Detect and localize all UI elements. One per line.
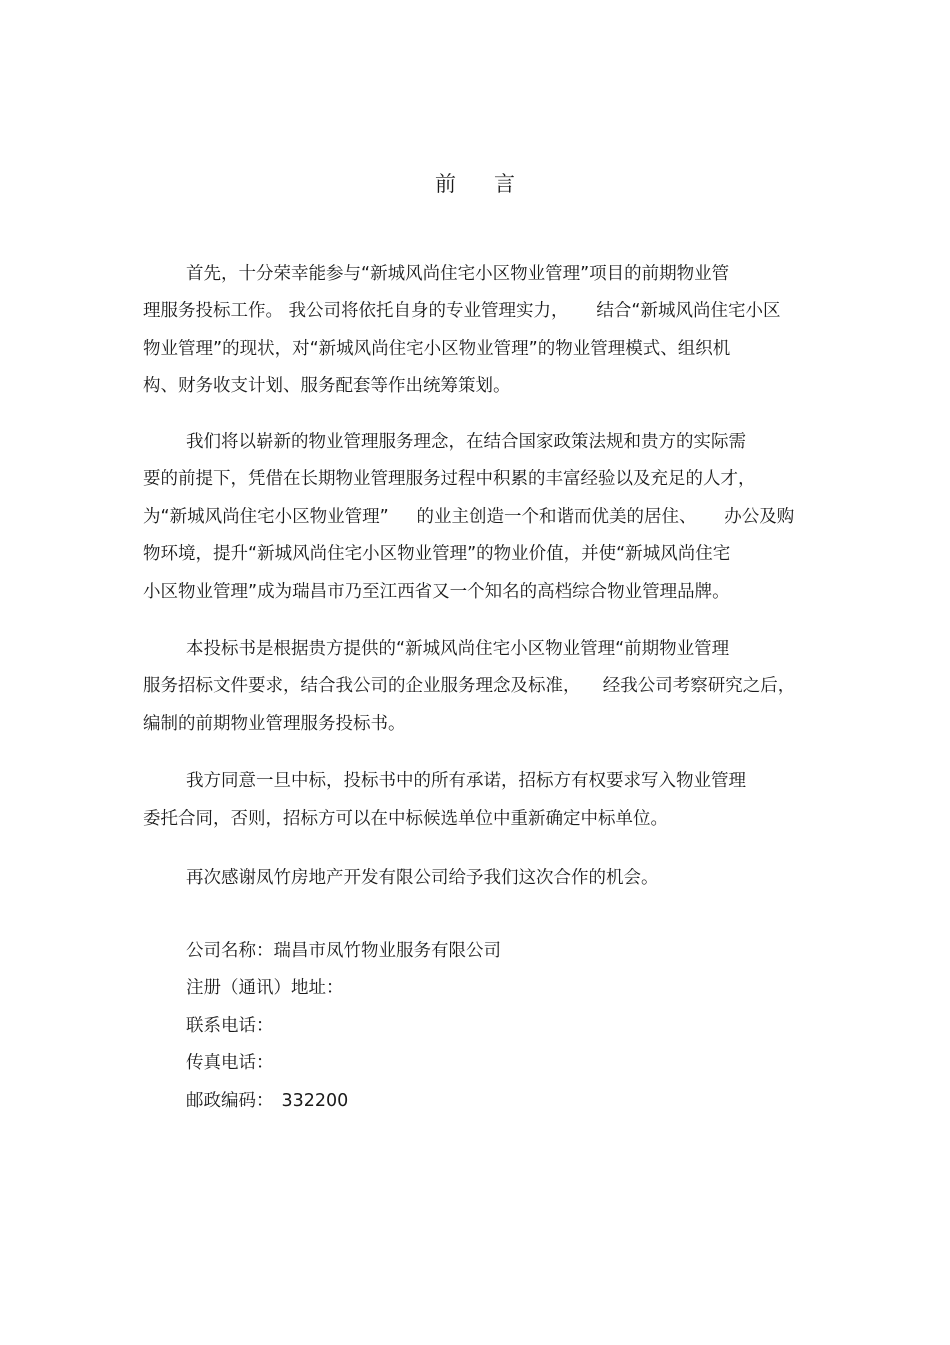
postcode-label: 邮政编码： — [186, 1091, 274, 1111]
paragraph-line: 委托合同，否则，招标方可以在中标候选单位中重新确定中标单位。 — [143, 809, 668, 829]
paragraph-line: 构、财务收支计划、服务配套等作出统筹策划。 — [143, 376, 511, 396]
paragraph-line: 物业管理”的现状，对“新城风尚住宅小区物业管理”的物业管理模式、组织机 — [143, 339, 731, 359]
company-name-label: 公司名称： — [186, 941, 274, 961]
postcode-row — [186, 1089, 348, 1113]
paragraph-line: 本投标书是根据贵方提供的“新城风尚住宅小区物业管理“前期物业管理 — [186, 639, 730, 659]
company-name-value: 瑞昌市凤竹物业服务有限公司 — [273, 941, 501, 961]
phone-label: 联系电话： — [186, 1016, 274, 1036]
paragraph-line: 我方同意一旦中标，投标书中的所有承诺，招标方有权要求写入物业管理 — [186, 771, 746, 791]
phone-row — [186, 1014, 274, 1038]
company-name-row — [186, 939, 501, 963]
title-char-1: 前 — [435, 172, 456, 196]
page-title — [0, 168, 950, 198]
paragraph-line: 再次感谢凤竹房地产开发有限公司给予我们这次合作的机会。 — [186, 868, 659, 888]
paragraph-line: 物环境，提升“新城风尚住宅小区物业管理”的物业价值，并使“新城风尚住宅 — [143, 544, 731, 564]
paragraph-line: 服务招标文件要求，结合我公司的企业服务理念及标准， 经我公司考察研究之后， — [143, 676, 796, 696]
paragraph-line: 为“新城风尚住宅小区物业管理” 的业主创造一个和谐而优美的居住、 办公及购 — [143, 507, 795, 527]
paragraph-line: 首先，十分荣幸能参与“新城风尚住宅小区物业管理”项目的前期物业管 — [186, 264, 730, 284]
paragraph-line: 要的前提下，凭借在长期物业管理服务过程中积累的丰富经验以及充足的人才， — [143, 469, 756, 489]
paragraph-line: 我们将以崭新的物业管理服务理念，在结合国家政策法规和贵方的实际需 — [186, 432, 746, 452]
postcode-value: 332200 — [281, 1091, 349, 1111]
address-label: 注册（通讯）地址： — [186, 978, 344, 998]
fax-row — [186, 1051, 274, 1075]
fax-label: 传真电话： — [186, 1053, 274, 1073]
paragraph-line: 小区物业管理”成为瑞昌市乃至江西省又一个知名的高档综合物业管理品牌。 — [143, 582, 730, 602]
address-row — [186, 976, 344, 1000]
title-char-2: 言 — [494, 172, 515, 196]
paragraph-line: 理服务投标工作。 我公司将依托自身的专业管理实力， 结合“新城风尚住宅小区 — [143, 301, 781, 321]
paragraph-line: 编制的前期物业管理服务投标书。 — [143, 714, 406, 734]
